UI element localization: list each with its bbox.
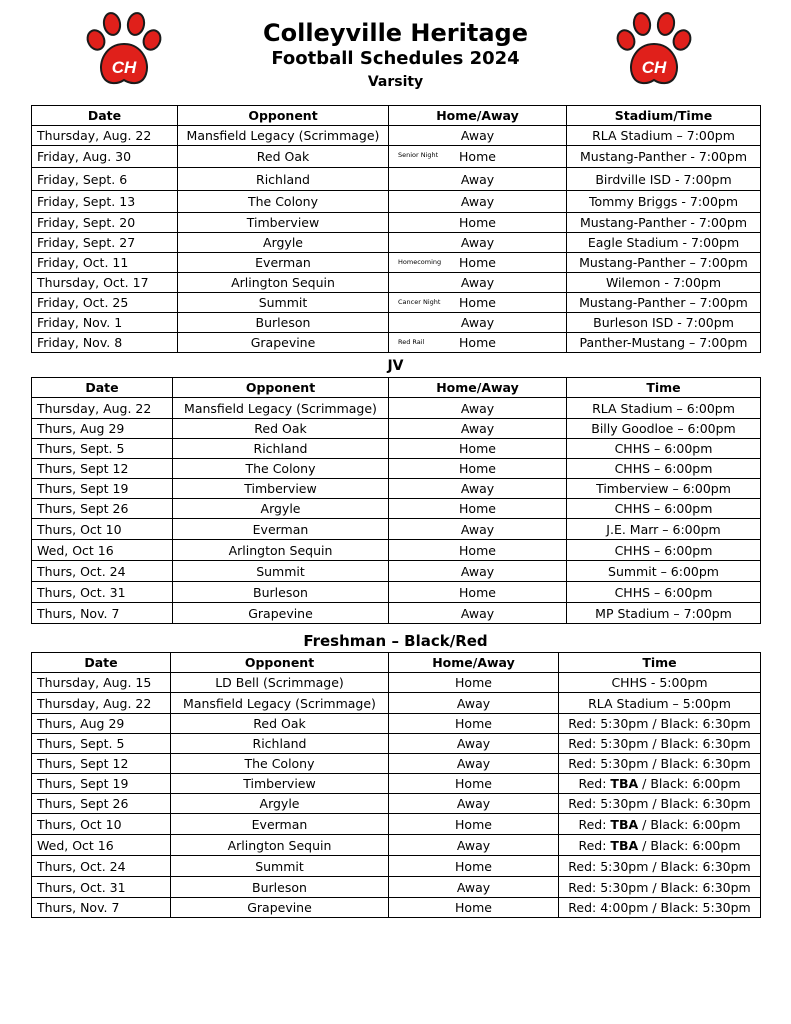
stadium-time-cell: Birdville ISD - 7:00pm — [567, 168, 761, 191]
time-cell: CHHS – 6:00pm — [567, 582, 761, 603]
home-away-cell: Home — [389, 582, 567, 603]
time-text: Red: — [578, 816, 611, 832]
table-row — [32, 582, 761, 603]
date-cell: Wed, Oct 16 — [32, 835, 171, 856]
time-cell: J.E. Marr – 6:00pm — [567, 519, 761, 540]
stadium-time-cell: Eagle Stadium - 7:00pm — [567, 233, 761, 253]
table-row — [32, 856, 761, 877]
opponent-cell: Grapevine — [171, 898, 389, 918]
table-row — [32, 835, 761, 856]
table-row — [32, 754, 761, 774]
home-away-cell: Away — [389, 561, 567, 582]
time-cell — [559, 898, 761, 918]
table-row — [32, 419, 761, 439]
date-cell: Thurs, Sept 19 — [32, 774, 171, 794]
home-away-cell: Home — [389, 459, 567, 479]
table-row — [32, 233, 761, 253]
varsity-table — [31, 105, 761, 353]
time-text: RLA Stadium – 5:00pm — [588, 695, 731, 711]
column-header-date: Date — [32, 106, 178, 126]
opponent-cell: Richland — [173, 439, 389, 459]
opponent-cell: Summit — [171, 856, 389, 877]
date-cell: Friday, Oct. 25 — [32, 293, 178, 313]
table-row — [32, 898, 761, 918]
table-row — [32, 168, 761, 191]
table-header-row — [32, 378, 761, 398]
home-away-cell: Home — [389, 898, 559, 918]
title-block — [220, 18, 571, 91]
home-away-cell: Away — [389, 835, 559, 856]
table-row — [32, 253, 761, 273]
table-row — [32, 398, 761, 419]
home-away-cell — [389, 168, 567, 191]
home-away-value: Away — [460, 128, 495, 143]
home-away-cell — [389, 273, 567, 293]
opponent-cell: Richland — [171, 734, 389, 754]
date-cell: Thurs, Sept 12 — [32, 459, 173, 479]
logo-text: CH — [641, 58, 667, 77]
game-note: Homecoming — [398, 258, 442, 266]
home-away-value: Home — [459, 215, 496, 230]
opponent-cell: Mansfield Legacy (Scrimmage) — [173, 398, 389, 419]
home-away-cell — [389, 313, 567, 333]
time-cell: Timberview – 6:00pm — [567, 479, 761, 499]
home-away-cell: Home — [389, 540, 567, 561]
table-row — [32, 333, 761, 353]
date-cell: Thursday, Aug. 15 — [32, 673, 171, 693]
column-header-opponent: Opponent — [178, 106, 389, 126]
logo-text: CH — [111, 58, 137, 77]
opponent-cell: Arlington Sequin — [173, 540, 389, 561]
time-text: Red: — [578, 776, 611, 791]
opponent-cell: Arlington Sequin — [178, 273, 389, 293]
date-cell: Thurs, Sept 12 — [32, 754, 171, 774]
home-away-value: Home — [459, 149, 496, 164]
home-away-cell: Away — [389, 794, 559, 814]
column-header-stadium-time: Stadium/Time — [567, 106, 761, 126]
time-text: / Black: 6:00pm — [638, 816, 741, 832]
column-header-opponent: Opponent — [173, 378, 389, 398]
time-cell: Summit – 6:00pm — [567, 561, 761, 582]
stadium-time-cell: Panther-Mustang – 7:00pm — [567, 333, 761, 353]
table-row — [32, 673, 761, 693]
date-cell: Thurs, Oct. 31 — [32, 582, 173, 603]
opponent-cell: Red Oak — [173, 419, 389, 439]
opponent-cell: The Colony — [171, 754, 389, 774]
opponent-cell: Grapevine — [178, 333, 389, 353]
time-cell: CHHS – 6:00pm — [567, 499, 761, 519]
table-row — [32, 439, 761, 459]
table-row — [32, 479, 761, 499]
home-away-cell: Away — [389, 734, 559, 754]
column-header-home-away: Home/Away — [389, 653, 559, 673]
date-cell: Thursday, Aug. 22 — [32, 126, 178, 146]
game-note: Red Rail — [398, 338, 425, 346]
opponent-cell: Argyle — [173, 499, 389, 519]
home-away-cell: Home — [389, 814, 559, 835]
date-cell: Thurs, Oct. 31 — [32, 877, 171, 898]
opponent-cell: The Colony — [178, 191, 389, 213]
opponent-cell: Arlington Sequin — [171, 835, 389, 856]
opponent-cell: Richland — [178, 168, 389, 191]
opponent-cell: Mansfield Legacy (Scrimmage) — [171, 693, 389, 714]
time-cell: CHHS – 6:00pm — [567, 459, 761, 479]
freshman-section-title: Freshman – Black/Red — [303, 632, 488, 650]
time-text: Red: 5:30pm / Black: 6:30pm — [568, 716, 751, 731]
table-row — [32, 313, 761, 333]
home-away-value: Away — [460, 171, 495, 187]
time-cell: MP Stadium – 7:00pm — [567, 603, 761, 624]
stadium-time-cell: Mustang-Panther - 7:00pm — [567, 146, 761, 168]
date-cell: Wed, Oct 16 — [32, 540, 173, 561]
time-text: Red: 5:30pm / Black: 6:30pm — [568, 736, 751, 751]
table-row — [32, 213, 761, 233]
stadium-time-cell: Tommy Briggs - 7:00pm — [567, 191, 761, 213]
date-cell: Thurs, Oct. 24 — [32, 856, 171, 877]
table-row — [32, 191, 761, 213]
opponent-cell: Red Oak — [171, 714, 389, 734]
time-text: Red: 5:30pm / Black: 6:30pm — [568, 796, 751, 811]
date-cell: Thursday, Oct. 17 — [32, 273, 178, 293]
date-cell: Thurs, Oct 10 — [32, 814, 171, 835]
opponent-cell: The Colony — [173, 459, 389, 479]
table-row — [32, 714, 761, 734]
date-cell: Thurs, Nov. 7 — [32, 898, 171, 918]
time-text: Red: 5:30pm / Black: 6:30pm — [568, 756, 751, 771]
opponent-cell: Summit — [178, 293, 389, 313]
column-header-home-away: Home/Away — [389, 378, 567, 398]
home-away-value: Away — [460, 315, 495, 330]
date-cell: Friday, Sept. 27 — [32, 233, 178, 253]
time-text: Red: — [578, 837, 611, 853]
home-away-cell — [389, 333, 567, 353]
date-cell: Friday, Oct. 11 — [32, 253, 178, 273]
table-row — [32, 734, 761, 754]
time-text: Red: 5:30pm / Black: 6:30pm — [568, 858, 751, 874]
time-text: / Black: 6:00pm — [638, 837, 741, 853]
page-title: Colleyville Heritage — [263, 19, 528, 47]
table-row — [32, 877, 761, 898]
home-away-cell — [389, 191, 567, 213]
date-cell: Thursday, Aug. 22 — [32, 398, 173, 419]
game-note: Cancer Night — [398, 298, 441, 306]
home-away-cell: Away — [389, 877, 559, 898]
date-cell: Friday, Aug. 30 — [32, 146, 178, 168]
game-note: Senior Night — [398, 151, 439, 159]
home-away-cell: Home — [389, 774, 559, 794]
paw-logo-right-icon — [614, 10, 694, 90]
tba-text: TBA — [610, 776, 639, 791]
table-row — [32, 814, 761, 835]
time-cell — [559, 814, 761, 835]
table-row — [32, 293, 761, 313]
date-cell: Thursday, Aug. 22 — [32, 693, 171, 714]
home-away-value: Home — [459, 295, 496, 310]
table-row — [32, 794, 761, 814]
opponent-cell: Everman — [173, 519, 389, 540]
home-away-cell: Away — [389, 519, 567, 540]
tba-text: TBA — [610, 816, 639, 832]
table-row — [32, 146, 761, 168]
home-away-value: Home — [459, 255, 496, 270]
table-header-row — [32, 653, 761, 673]
column-header-time: Time — [567, 378, 761, 398]
paw-logo-left-icon — [84, 10, 164, 90]
home-away-cell — [389, 293, 567, 313]
home-away-cell: Home — [389, 673, 559, 693]
time-cell: Billy Goodloe – 6:00pm — [567, 419, 761, 439]
page-subtitle: Football Schedules 2024 — [271, 48, 520, 69]
tba-text: TBA — [610, 837, 639, 853]
home-away-value: Home — [459, 335, 496, 350]
opponent-cell: Argyle — [178, 233, 389, 253]
date-cell: Thurs, Sept 26 — [32, 794, 171, 814]
date-cell: Friday, Sept. 13 — [32, 191, 178, 213]
jv-table — [31, 377, 761, 624]
opponent-cell: Burleson — [171, 877, 389, 898]
opponent-cell: Timberview — [171, 774, 389, 794]
opponent-cell: Argyle — [171, 794, 389, 814]
time-cell — [559, 774, 761, 794]
home-away-cell — [389, 213, 567, 233]
table-row — [32, 603, 761, 624]
stadium-time-cell: Burleson ISD - 7:00pm — [567, 313, 761, 333]
time-cell: RLA Stadium – 6:00pm — [567, 398, 761, 419]
date-cell: Friday, Nov. 1 — [32, 313, 178, 333]
time-cell: CHHS – 6:00pm — [567, 540, 761, 561]
time-cell — [559, 835, 761, 856]
opponent-cell: Summit — [173, 561, 389, 582]
column-header-date: Date — [32, 653, 171, 673]
table-row — [32, 561, 761, 582]
home-away-cell: Home — [389, 499, 567, 519]
table-row — [32, 499, 761, 519]
time-cell — [559, 714, 761, 734]
opponent-cell: Timberview — [173, 479, 389, 499]
home-away-cell: Away — [389, 603, 567, 624]
home-away-cell: Home — [389, 439, 567, 459]
page-header — [0, 0, 791, 100]
time-cell — [559, 794, 761, 814]
table-row — [32, 774, 761, 794]
opponent-cell: Grapevine — [173, 603, 389, 624]
varsity-section-title: Varsity — [367, 74, 424, 90]
home-away-cell: Away — [389, 398, 567, 419]
home-away-cell — [389, 233, 567, 253]
home-away-cell: Away — [389, 693, 559, 714]
opponent-cell: Timberview — [178, 213, 389, 233]
table-row — [32, 459, 761, 479]
opponent-cell: Red Oak — [178, 146, 389, 168]
opponent-cell: LD Bell (Scrimmage) — [171, 673, 389, 693]
jv-section-title: JV — [387, 358, 404, 374]
date-cell: Thurs, Oct 10 — [32, 519, 173, 540]
time-cell — [559, 693, 761, 714]
table-row — [32, 126, 761, 146]
time-cell — [559, 673, 761, 693]
date-cell: Friday, Sept. 20 — [32, 213, 178, 233]
home-away-cell — [389, 146, 567, 168]
opponent-cell: Everman — [178, 253, 389, 273]
home-away-cell — [389, 253, 567, 273]
table-header-row — [32, 106, 761, 126]
home-away-value: Away — [460, 235, 495, 250]
column-header-opponent: Opponent — [171, 653, 389, 673]
home-away-cell: Away — [389, 754, 559, 774]
column-header-time: Time — [559, 653, 761, 673]
time-text: CHHS - 5:00pm — [611, 675, 708, 690]
table-row — [32, 273, 761, 293]
date-cell: Thurs, Sept 19 — [32, 479, 173, 499]
date-cell: Thurs, Aug 29 — [32, 714, 171, 734]
opponent-cell: Burleson — [173, 582, 389, 603]
time-text: / Black: 6:00pm — [638, 776, 741, 791]
date-cell: Thurs, Oct. 24 — [32, 561, 173, 582]
date-cell: Thurs, Sept 26 — [32, 499, 173, 519]
stadium-time-cell: Mustang-Panther – 7:00pm — [567, 293, 761, 313]
column-header-date: Date — [32, 378, 173, 398]
date-cell: Friday, Sept. 6 — [32, 168, 178, 191]
time-text: Red: 4:00pm / Black: 5:30pm — [568, 900, 751, 915]
stadium-time-cell: RLA Stadium – 7:00pm — [567, 126, 761, 146]
column-header-home-away: Home/Away — [389, 106, 567, 126]
table-row — [32, 540, 761, 561]
time-cell: CHHS – 6:00pm — [567, 439, 761, 459]
stadium-time-cell: Wilemon - 7:00pm — [567, 273, 761, 293]
date-cell: Thurs, Sept. 5 — [32, 734, 171, 754]
opponent-cell: Everman — [171, 814, 389, 835]
home-away-cell: Home — [389, 856, 559, 877]
time-cell — [559, 877, 761, 898]
table-row — [32, 519, 761, 540]
opponent-cell: Burleson — [178, 313, 389, 333]
home-away-cell: Away — [389, 479, 567, 499]
home-away-cell: Home — [389, 714, 559, 734]
date-cell: Friday, Nov. 8 — [32, 333, 178, 353]
date-cell: Thurs, Sept. 5 — [32, 439, 173, 459]
home-away-cell: Away — [389, 419, 567, 439]
home-away-cell — [389, 126, 567, 146]
date-cell: Thurs, Nov. 7 — [32, 603, 173, 624]
freshman-table — [31, 652, 761, 918]
time-cell — [559, 754, 761, 774]
opponent-cell: Mansfield Legacy (Scrimmage) — [178, 126, 389, 146]
stadium-time-cell: Mustang-Panther – 7:00pm — [567, 253, 761, 273]
home-away-value: Away — [460, 194, 495, 209]
home-away-value: Away — [460, 275, 495, 290]
table-row — [32, 693, 761, 714]
date-cell: Thurs, Aug 29 — [32, 419, 173, 439]
stadium-time-cell: Mustang-Panther - 7:00pm — [567, 213, 761, 233]
time-cell — [559, 734, 761, 754]
time-cell — [559, 856, 761, 877]
time-text: Red: 5:30pm / Black: 6:30pm — [568, 879, 751, 895]
